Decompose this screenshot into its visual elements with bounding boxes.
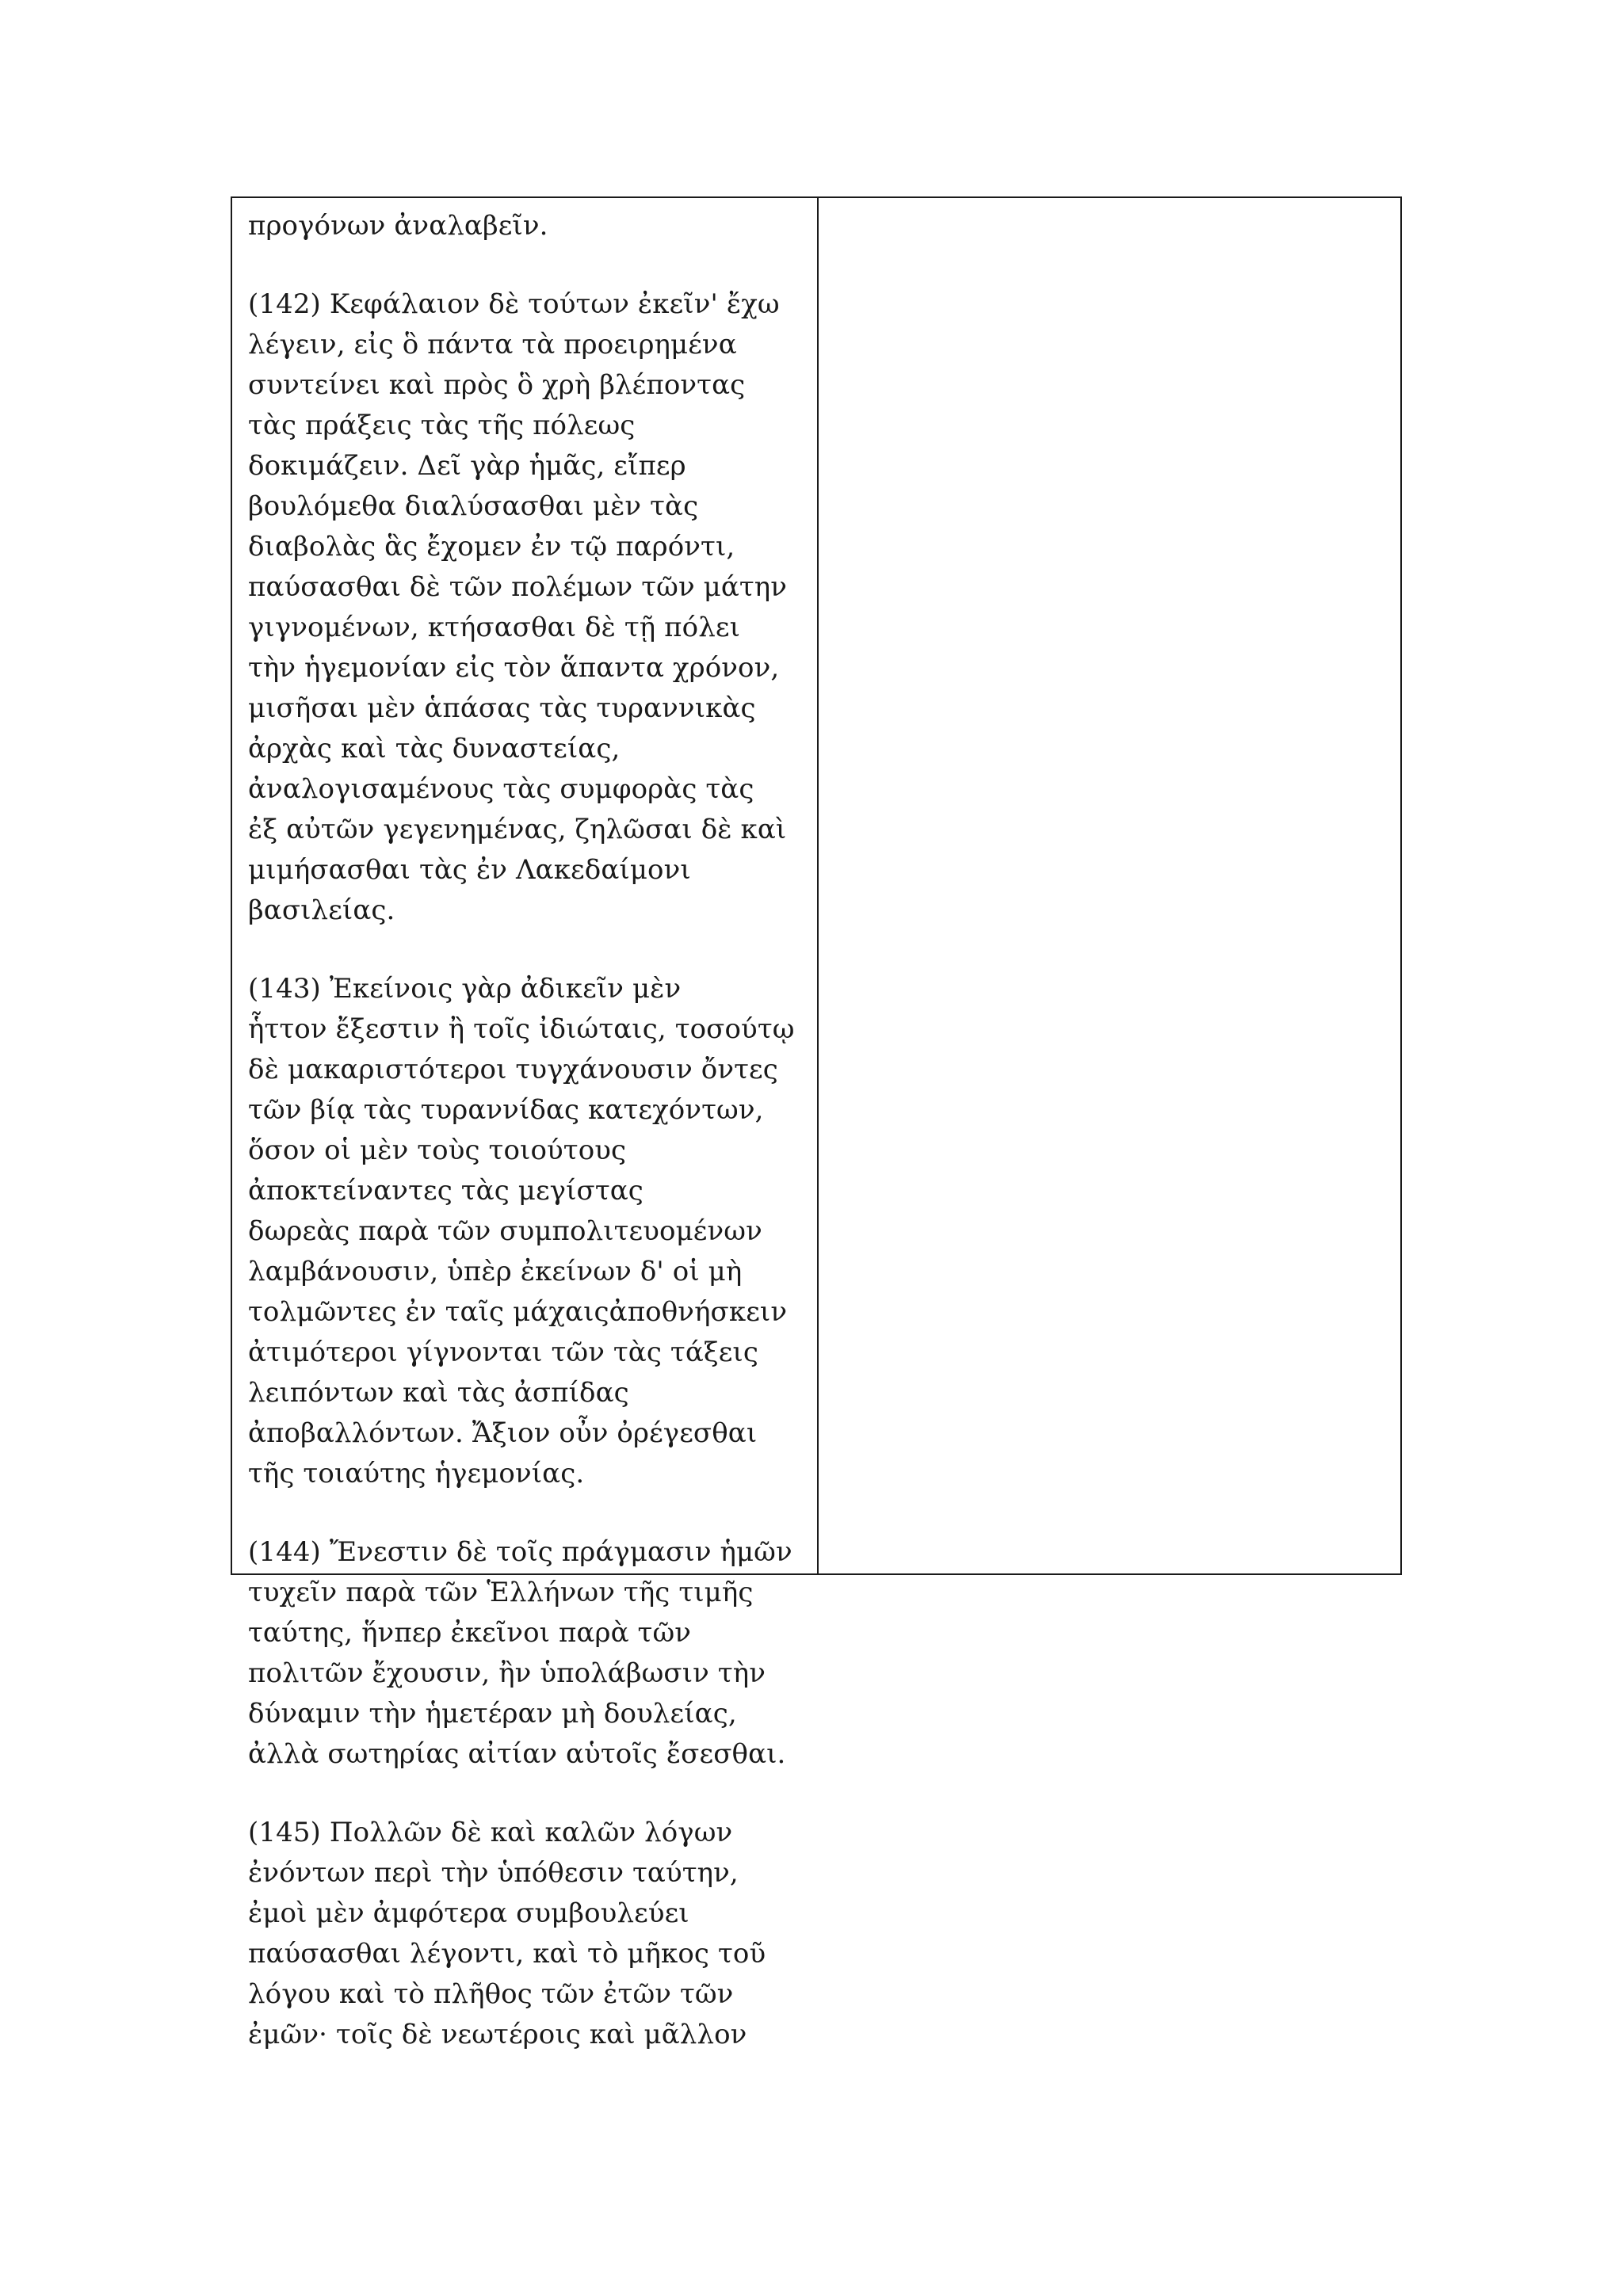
paragraph-intro: προγόνων ἀναλαβεῖν. xyxy=(248,210,548,242)
greek-text-column xyxy=(232,198,819,2050)
translation-column xyxy=(819,198,1400,1573)
paragraph-143: (143) Ἐκείνοις γὰρ ἀδικεῖν μὲν ἧττον ἔξεστιν ἢ τοῖς ἰδιώταις, τοσούτῳ δὲ μακαριστότεροι τυγχάνουσιν ὄντες τῶν βίᾳ τὰς τυραννίδας κατεχόντων, ὅσον οἱ μὲν τοὺς τοιούτους ἀποκτείναντες τὰς μεγίστας δωρεὰς παρὰ τῶν συμπολιτευομένων λαμβάνουσιν, ὑπὲρ ἐκείνων δ' οἱ μὴ τολμῶντες ἐν ταῖς μάχαιςἀποθνήσκειν ἀτιμότεροι γίγνονται τῶν τὰς τάξεις λειπόντων καὶ τὰς ἀσπίδας ἀποβαλλόντων. Ἄξιον οὖν ὀρέγεσθαι τῆς τοιαύτης ἡγεμονίας. xyxy=(248,973,795,1489)
paragraph-145: (145) Πολλῶν δὲ καὶ καλῶν λόγων ἐνόντων περὶ τὴν ὑπόθεσιν ταύτην, ἐμοὶ μὲν ἀμφότερα συμβουλεύει παύσασθαι λέγοντι, καὶ τὸ μῆκος τοῦ λόγου καὶ τὸ πλῆθος τῶν ἐτῶν τῶν ἐμῶν· τοῖς δὲ νεωτέροις καὶ μᾶλλον xyxy=(248,1817,766,2050)
two-column-table xyxy=(231,196,1402,2050)
paragraph-144: (144) Ἔνεστιν δὲ τοῖς πράγμασιν ἡμῶν τυχεῖν παρὰ τῶν Ἑλλήνων τῆς τιμῆς ταύτης, ἥνπερ ἐκεῖνοι παρὰ τῶν πολιτῶν ἔχουσιν, ἢν ὑπολάβωσιν τὴν δύναμιν τὴν ἡμετέραν μὴ δουλείας, ἀλλὰ σωτηρίας αἰτίαν αὑτοῖς ἔσεσθαι. xyxy=(248,1536,792,1770)
paragraph-142: (142) Κεφάλαιον δὲ τούτων ἐκεῖν' ἔχω λέγειν, εἰς ὃ πάντα τὰ προειρημένα συντείνει καὶ πρὸς ὃ χρὴ βλέποντας τὰς πράξεις τὰς τῆς πόλεως δοκιμάζειν. Δεῖ γὰρ ἡμᾶς, εἴπερ βουλόμεθα διαλύσασθαι μὲν τὰς διαβολὰς ἃς ἔχομεν ἐν τῷ παρόντι, παύσασθαι δὲ τῶν πολέμων τῶν μάτην γιγνομένων, κτήσασθαι δὲ τῇ πόλει τὴν ἡγεμονίαν εἰς τὸν ἅπαντα χρόνον, μισῆσαι μὲν ἁπάσας τὰς τυραννικὰς ἀρχὰς καὶ τὰς δυναστείας, ἀναλογισαμένους τὰς συμφορὰς τὰς ἐξ αὐτῶν γεγενημένας, ζηλῶσαι δὲ καὶ μιμήσασθαι τὰς ἐν Λακεδαίμονι βασιλείας. xyxy=(248,288,788,926)
